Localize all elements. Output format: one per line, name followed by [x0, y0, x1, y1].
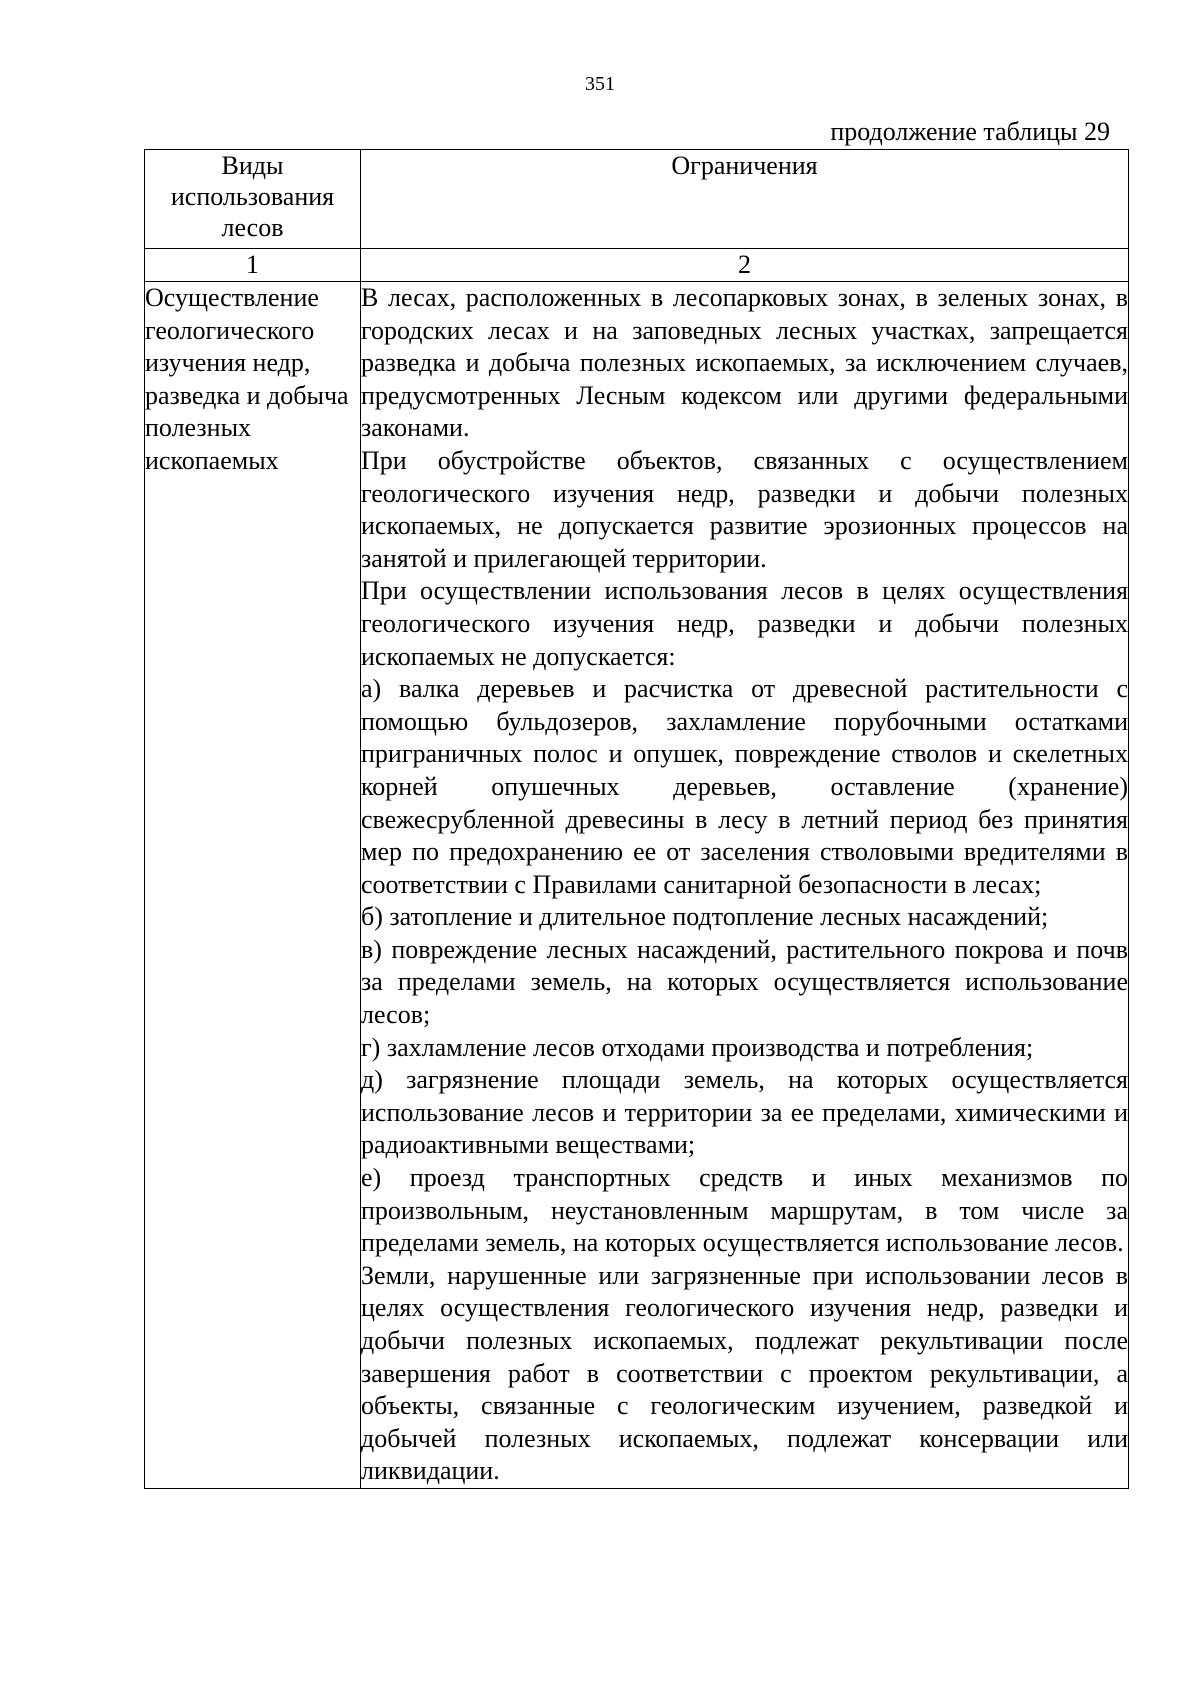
restrictions-cell: [361, 282, 1129, 1489]
restriction-item-d: г) захламление лесов отходами производства и потребления;: [361, 1032, 1034, 1062]
column-number-2: 2: [361, 249, 1129, 282]
restriction-paragraph: При осуществлении использования лесов в целях осуществления геологического изучения недр, разведки и добычи полезных ископаемых не допускается:: [361, 576, 1128, 671]
restriction-item-a: а) валка деревьев и расчистка от древесной растительности с помощью бульдозеров, захламление порубочными остатками приграничных полос и опушек, повреждение стволов и скелетных корней опушечных деревьев, оставление (хранение) свежесрубленной древесины в лесу в летний период без принятия мер по предохранению ее от заселения стволовыми вредителями в соответствии с Правилами санитарной безопасности в лесах;: [361, 674, 1128, 899]
table-header-row: [145, 150, 1129, 249]
header-forest-use-type: Виды использования лесов: [145, 150, 361, 249]
restriction-paragraph: Земли, нарушенные или загрязненные при использовании лесов в целях осуществления геологического изучения недр, разведки и добычи полезных ископаемых, подлежат рекультивации после завершения работ в соответствии с проектом рекультивации, а объекты, связанные с геологическим изучением, разведкой и добычей полезных ископаемых, подлежат консервации или ликвидации.: [361, 1260, 1128, 1486]
restriction-item-c: в) повреждение лесных насаждений, растительного покрова и почв за пределами земель, на которых осуществляется использование лесов;: [361, 934, 1128, 1030]
column-number-1: 1: [145, 249, 361, 282]
restriction-paragraph: При обустройстве объектов, связанных с осуществлением геологического изучения недр, разведки и добычи полезных ископаемых, не допускается развитие эрозионных процессов на занятой и прилегающей территории.: [361, 445, 1128, 573]
restrictions-table: [144, 149, 1129, 1489]
forest-use-type-cell: Осуществление геологического изучения недр, разведка и добыча полезных ископаемых: [145, 282, 361, 1489]
restriction-item-e: д) загрязнение площади земель, на которых осуществляется использование лесов и территории за ее пределами, химическими и радиоактивными веществами;: [361, 1065, 1128, 1160]
restriction-item-b: б) затопление и длительное подтопление лесных насаждений;: [361, 902, 1049, 932]
restriction-item-f: е) проезд транспортных средств и иных механизмов по произвольным, неустановленным маршрутам, в том числе за пределами земель, на которых осуществляется использование лесов.: [361, 1163, 1128, 1258]
table-continuation-caption: продолжение таблицы 29: [830, 117, 1110, 146]
restriction-paragraph: В лесах, расположенных в лесопарковых зонах, в зеленых зонах, в городских лесах и на заповедных лесных участках, запрещается разведка и добыча полезных ископаемых, за исключением случаев, предусмотренных Лесным кодексом или другими федеральными законами.: [361, 283, 1128, 443]
page-number: 351: [585, 73, 615, 95]
header-restrictions: Ограничения: [361, 150, 1129, 249]
column-number-row: [145, 249, 1129, 282]
table-row: [145, 282, 1129, 1489]
